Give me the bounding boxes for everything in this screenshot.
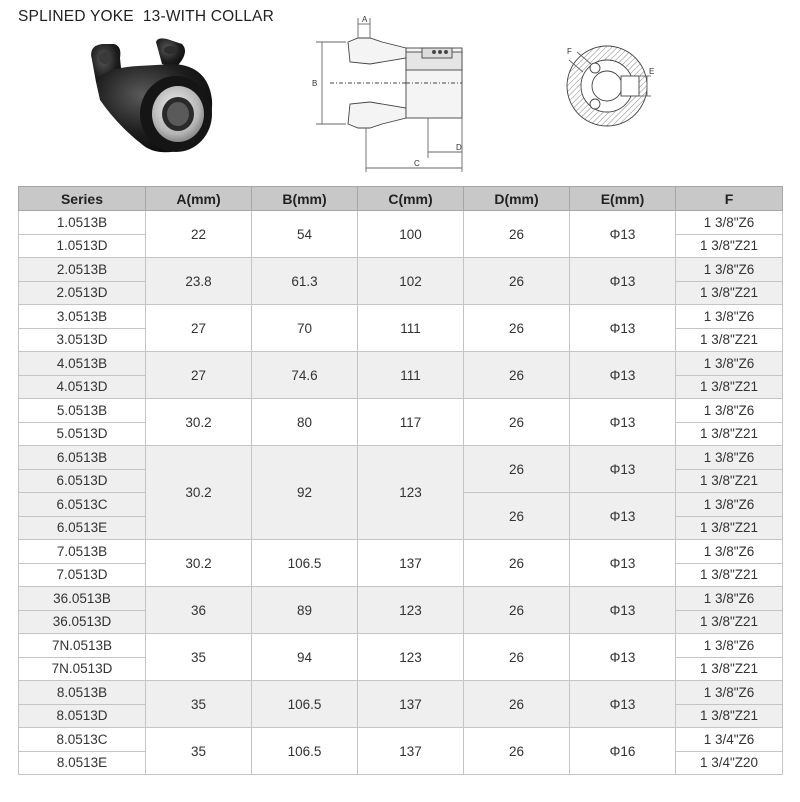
table-row [19, 681, 783, 705]
cell-c: 137 [358, 540, 464, 587]
cell-series: 36.0513D [19, 610, 146, 634]
cell-b: 89 [252, 587, 358, 634]
cell-a: 27 [146, 305, 252, 352]
cell-d: 26 [464, 211, 570, 258]
cell-c: 137 [358, 728, 464, 775]
table-row [19, 540, 783, 564]
table-row [19, 305, 783, 329]
cell-e: Φ13 [570, 587, 676, 634]
header-a: A(mm) [146, 187, 252, 211]
cell-series: 8.0513C [19, 728, 146, 752]
spec-table [18, 186, 783, 775]
cell-series: 6.0513B [19, 446, 146, 470]
cell-series: 2.0513D [19, 281, 146, 305]
cell-series: 6.0513C [19, 493, 146, 517]
cell-c: 117 [358, 399, 464, 446]
cell-c: 111 [358, 305, 464, 352]
cell-d: 26 [464, 540, 570, 587]
header-d: D(mm) [464, 187, 570, 211]
cell-f: 1 3/8"Z21 [676, 328, 783, 352]
cell-series: 7.0513B [19, 540, 146, 564]
cell-series: 4.0513D [19, 375, 146, 399]
cell-a: 30.2 [146, 540, 252, 587]
cell-f: 1 3/8"Z21 [676, 469, 783, 493]
cell-f: 1 3/4"Z20 [676, 751, 783, 775]
table-row [19, 446, 783, 470]
table-row [19, 211, 783, 235]
cell-e: Φ13 [570, 493, 676, 540]
cell-b: 54 [252, 211, 358, 258]
cell-f: 1 3/8"Z21 [676, 704, 783, 728]
table-header-row [19, 187, 783, 211]
cell-f: 1 3/8"Z21 [676, 657, 783, 681]
cell-e: Φ13 [570, 258, 676, 305]
cell-f: 1 3/8"Z6 [676, 634, 783, 658]
cell-e: Φ13 [570, 681, 676, 728]
cell-f: 1 3/8"Z6 [676, 211, 783, 235]
cell-f: 1 3/8"Z21 [676, 422, 783, 446]
cell-a: 36 [146, 587, 252, 634]
header-c: C(mm) [358, 187, 464, 211]
cell-series: 3.0513D [19, 328, 146, 352]
cell-c: 102 [358, 258, 464, 305]
cell-series: 3.0513B [19, 305, 146, 329]
cell-a: 30.2 [146, 446, 252, 540]
cell-f: 1 3/8"Z6 [676, 493, 783, 517]
table-row [19, 587, 783, 611]
table-row [19, 399, 783, 423]
cell-f: 1 3/8"Z6 [676, 446, 783, 470]
cell-a: 35 [146, 634, 252, 681]
cell-b: 80 [252, 399, 358, 446]
label-d: D [456, 143, 462, 152]
label-f: F [567, 47, 572, 56]
cell-a: 35 [146, 728, 252, 775]
cell-b: 70 [252, 305, 358, 352]
cell-f: 1 3/8"Z6 [676, 681, 783, 705]
cell-b: 106.5 [252, 540, 358, 587]
header-series: Series [19, 187, 146, 211]
cell-b: 106.5 [252, 728, 358, 775]
cell-a: 27 [146, 352, 252, 399]
label-c: C [414, 159, 420, 168]
cell-series: 36.0513B [19, 587, 146, 611]
cell-b: 94 [252, 634, 358, 681]
cell-d: 26 [464, 305, 570, 352]
cell-f: 1 3/8"Z21 [676, 375, 783, 399]
cell-e: Φ13 [570, 634, 676, 681]
cell-a: 23.8 [146, 258, 252, 305]
table-row [19, 728, 783, 752]
cell-d: 26 [464, 634, 570, 681]
cell-series: 2.0513B [19, 258, 146, 282]
cell-c: 123 [358, 634, 464, 681]
cell-f: 1 3/8"Z6 [676, 399, 783, 423]
cell-d: 26 [464, 399, 570, 446]
cell-f: 1 3/8"Z6 [676, 258, 783, 282]
cell-e: Φ13 [570, 446, 676, 493]
cell-d: 26 [464, 681, 570, 728]
cell-c: 137 [358, 681, 464, 728]
cell-d: 26 [464, 258, 570, 305]
yoke-dimension-drawing [310, 12, 510, 174]
table-row [19, 634, 783, 658]
cell-e: Φ13 [570, 352, 676, 399]
cell-f: 1 3/8"Z6 [676, 352, 783, 376]
cell-e: Φ16 [570, 728, 676, 775]
cell-f: 1 3/8"Z21 [676, 281, 783, 305]
page-title: SPLINED YOKE 13-WITH COLLAR [18, 8, 274, 25]
cell-f: 1 3/8"Z6 [676, 305, 783, 329]
cell-d: 26 [464, 493, 570, 540]
cell-e: Φ13 [570, 540, 676, 587]
cell-series: 8.0513B [19, 681, 146, 705]
header-b: B(mm) [252, 187, 358, 211]
cell-b: 92 [252, 446, 358, 540]
cell-series: 7N.0513B [19, 634, 146, 658]
yoke-section-drawing [555, 30, 665, 140]
cell-series: 4.0513B [19, 352, 146, 376]
table-row [19, 258, 783, 282]
cell-f: 1 3/8"Z21 [676, 610, 783, 634]
cell-f: 1 3/8"Z6 [676, 587, 783, 611]
cell-f: 1 3/8"Z21 [676, 516, 783, 540]
cell-b: 61.3 [252, 258, 358, 305]
cell-b: 106.5 [252, 681, 358, 728]
header-e: E(mm) [570, 187, 676, 211]
cell-series: 8.0513E [19, 751, 146, 775]
label-a: A [362, 15, 368, 24]
cell-series: 1.0513B [19, 211, 146, 235]
cell-c: 123 [358, 587, 464, 634]
cell-c: 123 [358, 446, 464, 540]
cell-d: 26 [464, 587, 570, 634]
cell-f: 1 3/8"Z21 [676, 563, 783, 587]
cell-series: 7N.0513D [19, 657, 146, 681]
cell-series: 5.0513D [19, 422, 146, 446]
cell-f: 1 3/8"Z21 [676, 234, 783, 258]
cell-series: 7.0513D [19, 563, 146, 587]
label-b: B [312, 79, 318, 88]
cell-series: 6.0513D [19, 469, 146, 493]
cell-a: 22 [146, 211, 252, 258]
header-f: F [676, 187, 783, 211]
yoke-photo [78, 38, 228, 158]
cell-b: 74.6 [252, 352, 358, 399]
cell-series: 1.0513D [19, 234, 146, 258]
cell-c: 111 [358, 352, 464, 399]
cell-d: 26 [464, 352, 570, 399]
cell-e: Φ13 [570, 305, 676, 352]
cell-series: 8.0513D [19, 704, 146, 728]
cell-d: 26 [464, 728, 570, 775]
cell-a: 35 [146, 681, 252, 728]
cell-f: 1 3/8"Z6 [676, 540, 783, 564]
cell-series: 5.0513B [19, 399, 146, 423]
label-e: E [649, 67, 655, 76]
cell-c: 100 [358, 211, 464, 258]
table-row [19, 352, 783, 376]
cell-f: 1 3/4"Z6 [676, 728, 783, 752]
cell-a: 30.2 [146, 399, 252, 446]
cell-e: Φ13 [570, 211, 676, 258]
cell-d: 26 [464, 446, 570, 493]
cell-e: Φ13 [570, 399, 676, 446]
cell-series: 6.0513E [19, 516, 146, 540]
